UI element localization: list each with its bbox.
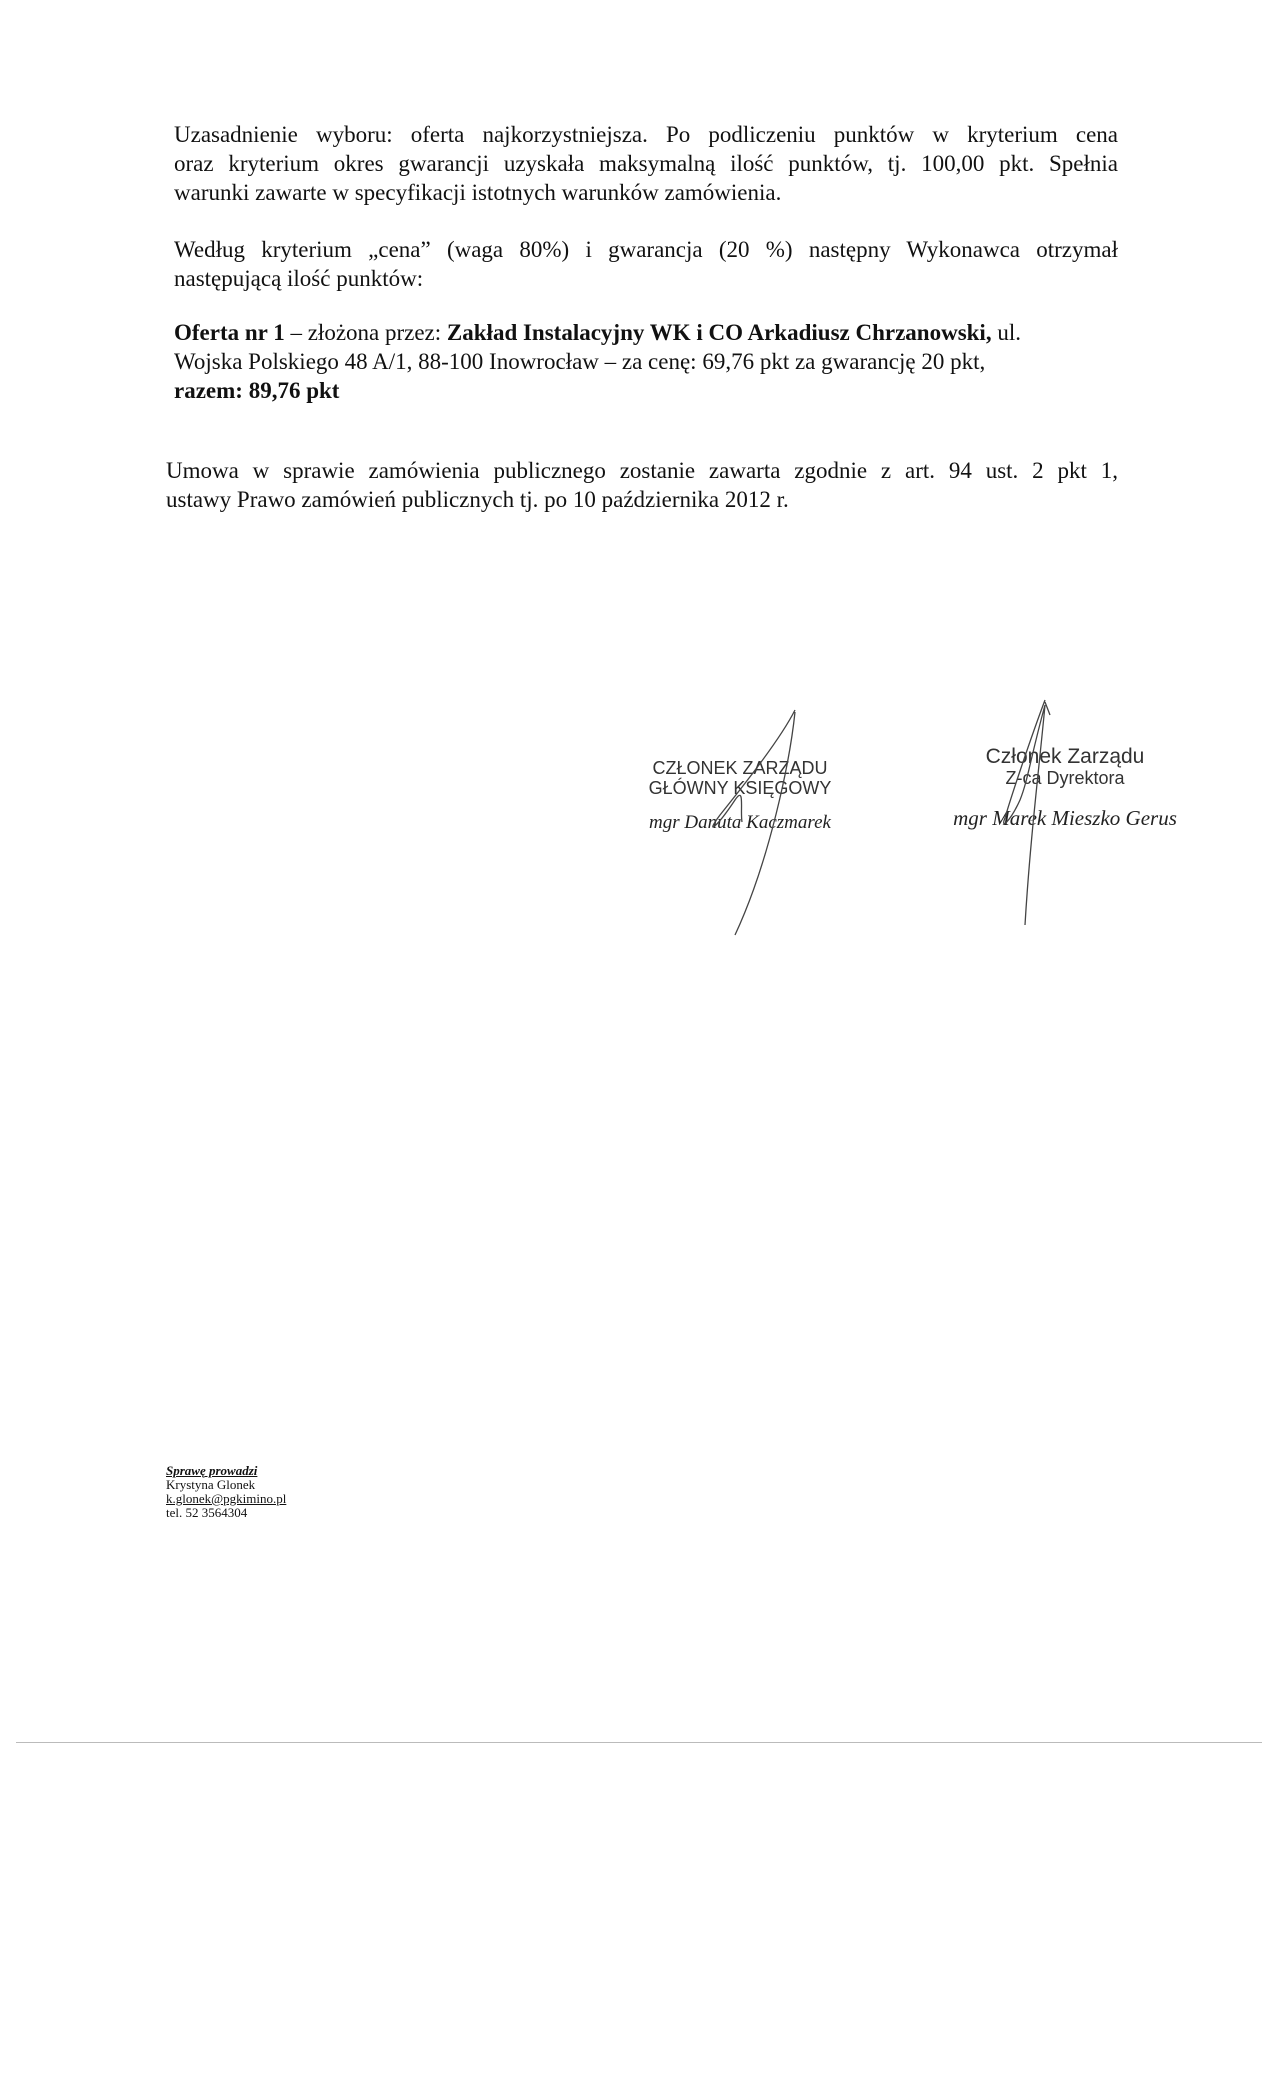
offer-line-1 [174, 318, 1021, 347]
stamp-chief-accountant [620, 758, 860, 834]
offer-label: Oferta nr 1 [174, 320, 285, 345]
offer-line-2: Wojska Polskiego 48 A/1, 88-100 Inowrocław – za cenę: 69,76 pkt za gwarancję 20 pkt, [174, 349, 986, 374]
justification-line-1: Uzasadnienie wyboru: oferta najkorzystniejsza. Po podliczeniu punktów w kryterium cena [174, 122, 1118, 147]
stamp-right-line-1: Członek Zarządu [985, 745, 1145, 768]
criteria-line-2: następującą ilość punktów: [174, 266, 424, 291]
offer-company: Zakład Instalacyjny WK i CO Arkadiusz Chrzanowski, [446, 320, 992, 345]
footer-phone: tel. 52 3564304 [166, 1505, 248, 1520]
contract-line-1: Umowa w sprawie zamówienia publicznego zostanie zawarta zgodnie z art. 94 ust. 2 pkt 1, [166, 458, 1118, 483]
justification-line-3: warunki zawarte w specyfikacji istotnych warunków zamówienia. [174, 180, 782, 205]
footer-name: Krystyna Glonek [166, 1477, 256, 1492]
footer-email[interactable]: k.glonek@pgkimino.pl [166, 1491, 287, 1506]
page-bottom-divider [16, 1742, 1262, 1743]
stamp-left-line-2: GŁÓWNY KSIĘGOWY [648, 778, 832, 798]
justification-line-2: oraz kryterium okres gwarancji uzyskała maksymalną ilość punktów, tj. 100,00 pkt. Spełnia [174, 151, 1118, 176]
contract-line-2: ustawy Prawo zamówień publicznych tj. po 10 października 2012 r. [166, 487, 789, 512]
stamp-deputy-director [930, 746, 1200, 831]
stamp-left-line-1: CZŁONEK ZARZĄDU [652, 758, 828, 778]
stamp-right-name: mgr Marek Mieszko Gerus [953, 806, 1177, 830]
offer-total-text: razem: 89,76 pkt [174, 378, 340, 403]
offer-street-prefix: ul. [991, 320, 1021, 345]
footer-heading: Sprawę prowadzi [166, 1463, 258, 1478]
stamp-left-name: mgr Danuta Kaczmarek [649, 812, 831, 833]
offer-submitted-by: – złożona przez: [284, 320, 447, 345]
criteria-line-1: Według kryterium „cena” (waga 80%) i gwarancja (20 %) następny Wykonawca otrzymał [174, 237, 1118, 262]
stamp-right-line-2: Z-ca Dyrektora [1005, 768, 1125, 788]
offer-total [174, 376, 339, 405]
footer-contact [166, 1464, 286, 1520]
